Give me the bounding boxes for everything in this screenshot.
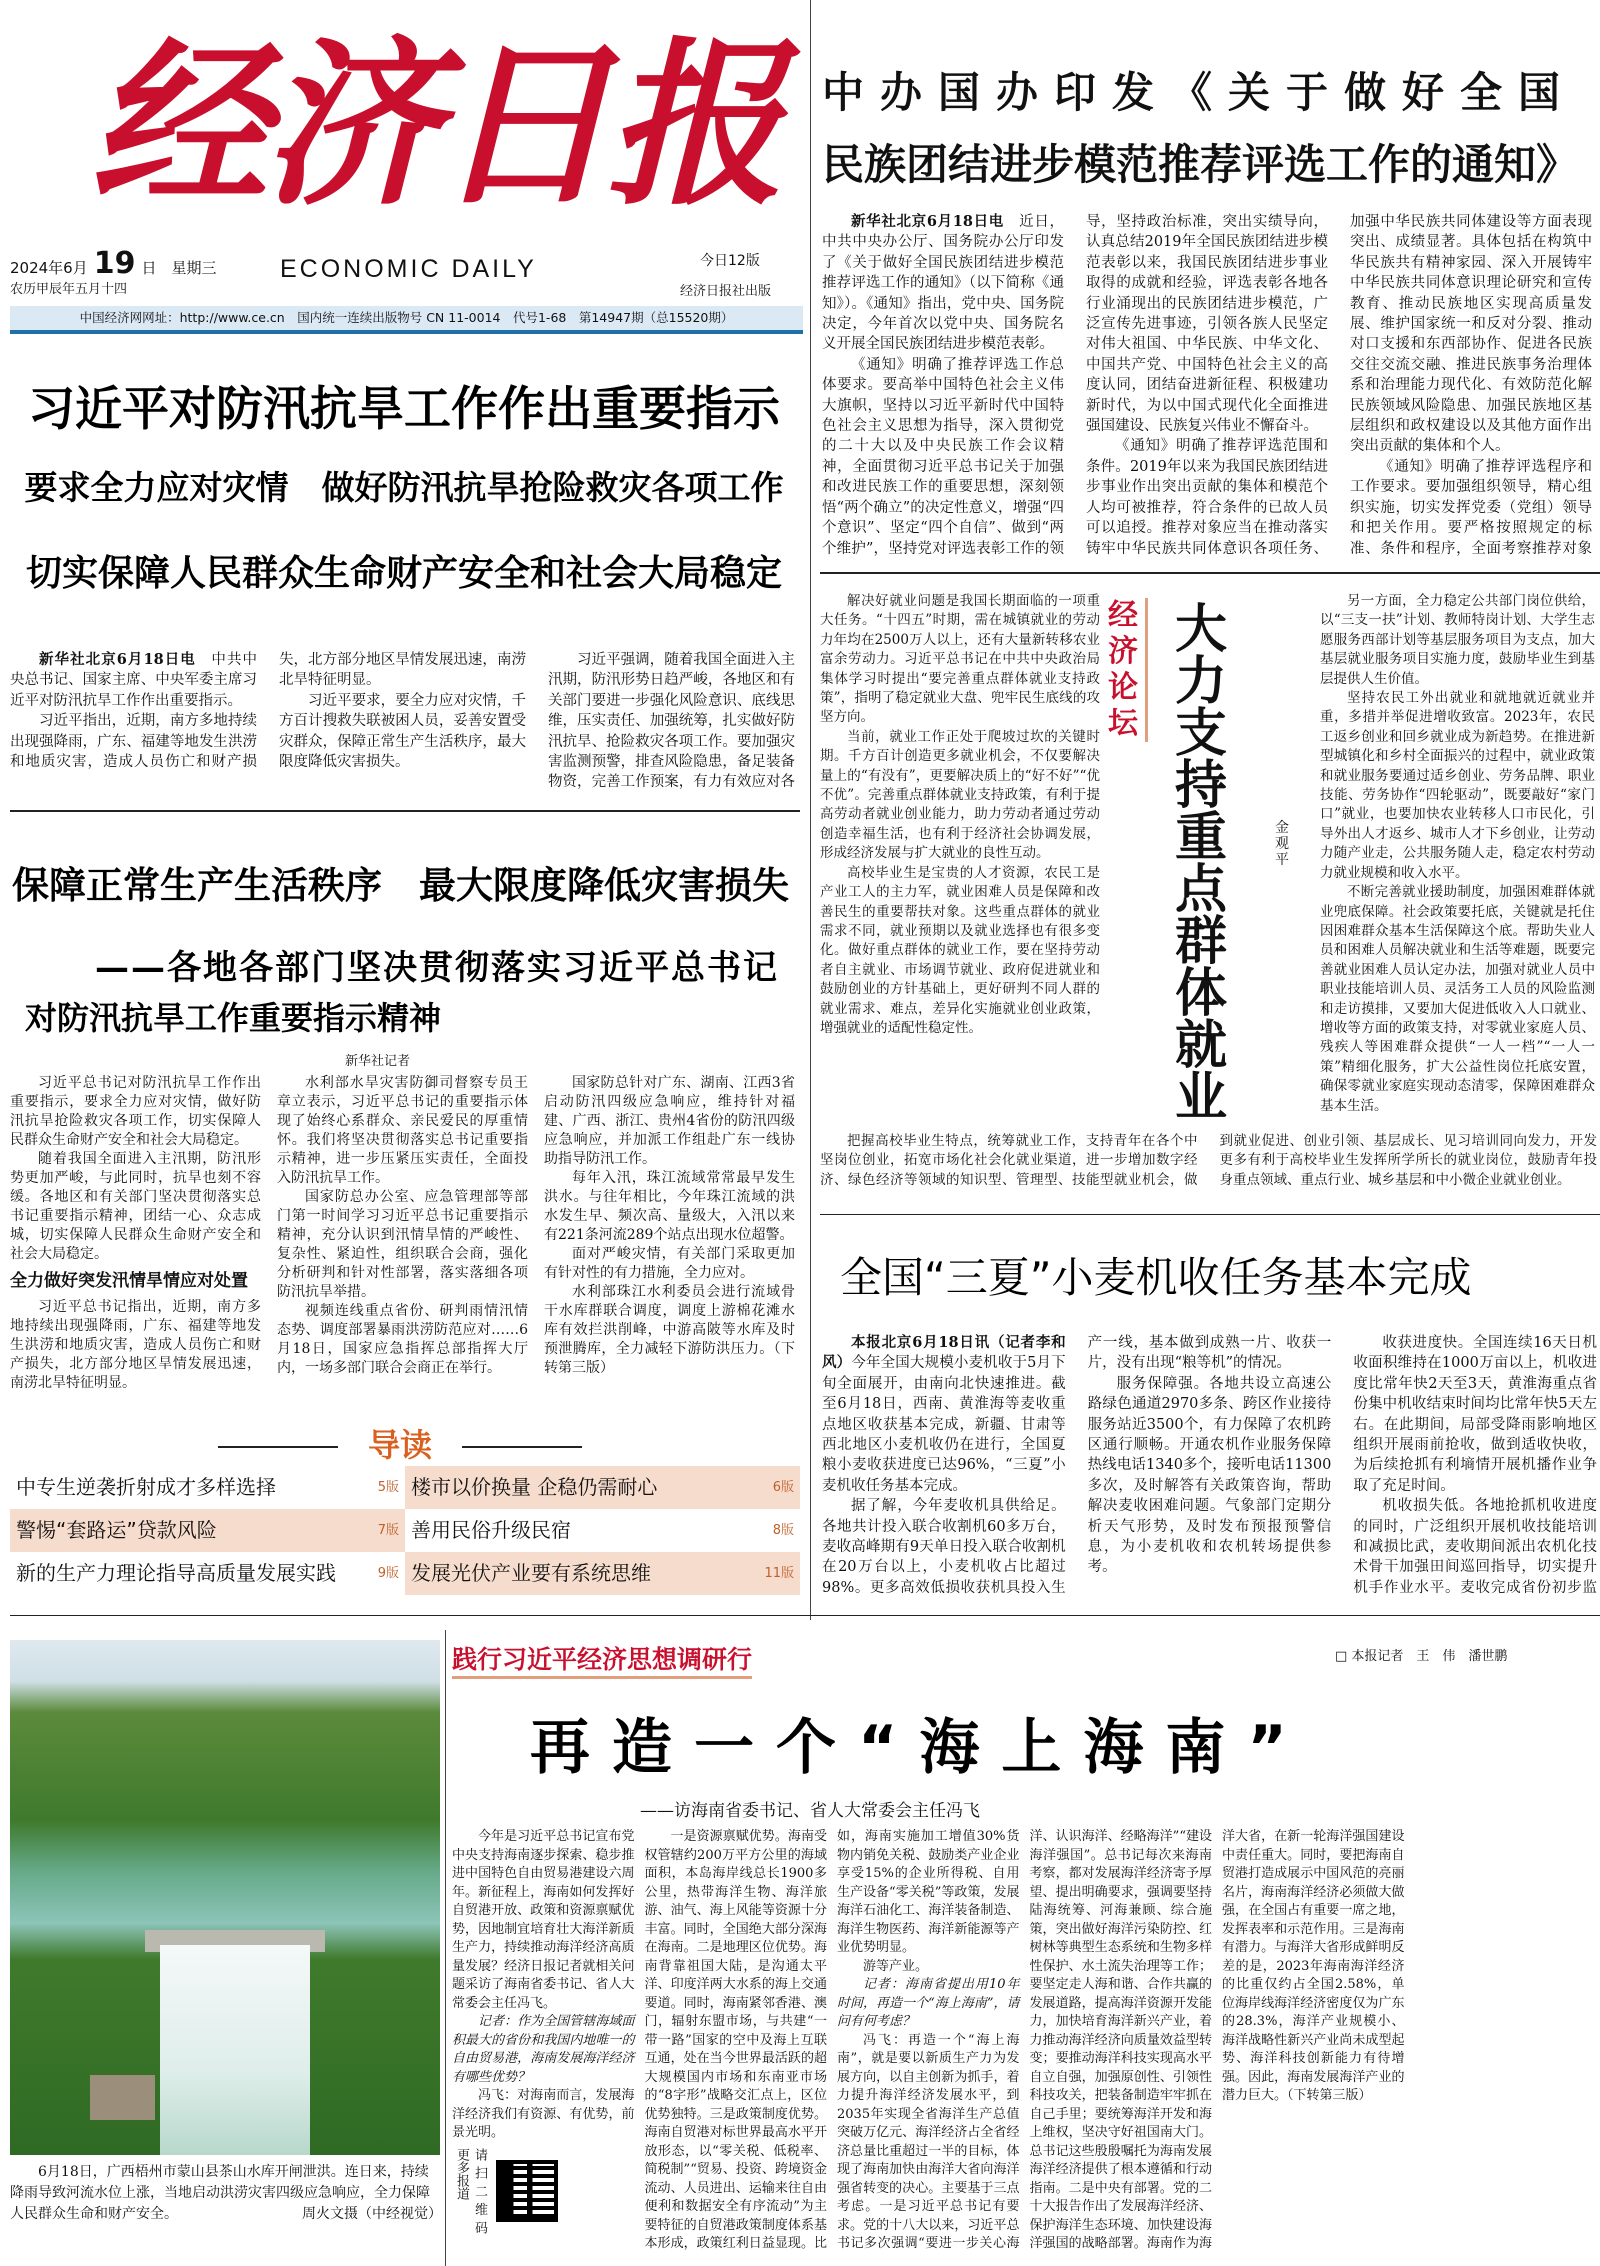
paragraph: 中共中央总书记、国家主席、中央军委主席习近平对防汛抗旱工作作出重要指示。	[10, 652, 258, 709]
continued-note[interactable]: （下转第三版）	[544, 1341, 795, 1376]
paragraph: 每年入汛，珠江流域常常最早发生洪水。与往年相比，今年珠江流域的洪水发生早、频次高、量级大，入汛以来有221条河流289个站点出现水位超警。	[544, 1170, 795, 1243]
paragraph: 今年是习近平总书记宣布党中央支持海南逐步探索、稳步推进中国特色自由贸易港建设六周年。新征程上，海南如何发挥好自贸港开放、政策和资源禀赋优势，因地制宜培育壮大海洋新质生产力，持续推动海洋经济高质量发展？经济日报记者就相关问题采访了海南省委书记、省人大常委会主任冯飞。	[452, 1829, 635, 2011]
paragraph: 解决好就业问题是我国长期面临的一项重大任务。“十四五”时期，需在城镇就业的劳动力年均在2500万人以上，还有大量新转移农业富余劳动力。习近平总书记在中共中央政治局集体学习时提出“要完善重点群体就业支持政策”，指明了稳定就业大盘、兜牢民生底线的攻坚方向。	[820, 593, 1100, 726]
guide-item-page: 6版	[772, 1480, 794, 1495]
continued-note[interactable]: （下转第三版）	[1287, 2088, 1372, 2103]
publisher: 经济日报社出版	[680, 284, 772, 299]
column-divider	[810, 0, 811, 1620]
column-divider	[445, 1630, 446, 2266]
hainan-article-body	[452, 1828, 1597, 2262]
paragraph: 坚持农民工外出就业和就地就近就业并重，多措并举促进增收致富。2023年，农民工返乡创业和回乡就业成为新趋势。在推进新型城镇化和乡村全面振兴的过程中，就业政策和就业服务要通过适乡创业、劳务品牌、职业技能、劳务协作“四轮驱动”，既要敲好“家门口”就业，也要加快农业转移人口市民化，引导外出人才返乡、城市人才下乡创业，让劳动力随产业走，公共服务随人走，稳定农村劳动力就业规模和收入水平。	[1320, 690, 1595, 881]
guide-item-page: 5版	[377, 1480, 399, 1495]
guide-item[interactable]	[405, 1552, 800, 1595]
paragraph: 冯飞：再造一个“海上海南”，就是要以新质生产力为发展方向，以自主创新为抓手，着力提升海洋经济发展水平，到2035年实现全省海洋生产总值突破万亿元、海洋经济占全省经济总量比重超过一半的目标，体现了海南加快由海洋大省向海洋强省转变的决心。主要基于三点考虑。一是习近平总书记有要求。党的十八大以来，习近平总书记多次强调“要进一步关心海洋、认识海洋、经略海洋”“建设海洋强国”。总书记每次来海南考察，都对发展海洋经济寄予厚望、提出明确要求，强调要坚持陆海统筹、河海兼顾、综合施策，突出做好海洋污染防控、红树林等典型生态系统和生物多样性保护、水土流失治理等工作；要坚定走人海和谐、合作共赢的发展道路，提高海洋资源开发能力，加快培育海洋新兴产业，着力推动海洋经济向质量效益型转变；要推动海洋科技实现高水平自立自强，加强原创性、引领性科技攻关，把装备制造牢牢抓在自己手里；要统筹海洋开发和海上维权，坚决守好祖国南大门。总书记这些殷殷嘱托为海南发展海洋经济提供了根本遵循和行动指南。二是中央有部署。党的二十大报告作出了发展海洋经济、保护海洋生态环境、加快建设海洋强国的战略部署。海南作为海洋大省，在新一轮海洋强国建设中责任重大。同时，要把海南自贸港打造成展示中国风范的亮丽名片，海南海洋经济必须做大做强，在全国占有重要一席之地，发挥表率和示范作用。三是海南有潜力。与海洋大省形成鲜明反差的是，2023年海南海洋经济的比重仅约占全国2.58%，单位海岸线海洋经济密度仅为广东的28.3%，海洋产业规模小、海洋战略性新兴产业尚未成型起势、海洋科技创新能力有待增强。因此，海南发展海洋产业的潜力巨大。（下转第三版）	[837, 1829, 1405, 2251]
paragraph: 冯飞：对海南而言，发展海洋经济我们有资源、有优势，前景光明。	[452, 2088, 635, 2140]
paragraph: 记者：海南省提出用10年时间，再造一个“海上海南”，请问有何考虑？	[837, 1977, 1020, 2029]
hainan-headline[interactable]: 再造一个“海上海南”	[530, 1713, 1309, 1783]
guide-item[interactable]	[405, 1466, 800, 1509]
second-subheadline-2: 对防汛抗旱工作重要指示精神	[25, 999, 442, 1037]
commentary-column-tag: 经济论坛	[1108, 598, 1148, 742]
guide-item[interactable]	[10, 1509, 405, 1552]
paragraph: 视频连线重点省份、研判雨情汛情态势、调度部署暴雨洪涝防范应对……6月18日，国家应急指挥总部指挥大厅内，一场多部门联合会商正在举行。	[277, 1303, 528, 1376]
section-divider	[10, 1615, 1600, 1616]
date-day: 19	[93, 246, 136, 281]
qr-code-icon[interactable]	[496, 2160, 558, 2222]
date-suffix: 日 星期三	[141, 259, 217, 277]
date-prefix: 2024年6月	[10, 259, 88, 277]
guide-item-label: 中专生逆袭折射成才多样选择	[16, 1475, 276, 1499]
info-bar: 中国经济网网址：http://www.ce.cn 国内统一连续出版物号 CN 11-0014 代号1-68 第14947期（总15520期）	[10, 306, 803, 334]
guide-item-label: 新的生产力理论指导高质量发展实践	[16, 1561, 336, 1585]
paragraph: 据了解，今年麦收机具供给足。各地共计投入联合收割机60多万台，麦收高峰期有9天单日投入联合收割机在20万台以上，小麦机收占比超过98%。更多高效低损收获机具投入生产一线，基本做到成熟一片、收获一片，没有出现“粮等机”的情况。	[822, 1335, 1332, 1596]
guide-item-page: 9版	[377, 1566, 399, 1581]
notice-headline-line-1[interactable]: 中办国办印发《关于做好全国	[822, 68, 1577, 117]
photo-caption	[10, 2162, 442, 2225]
guide-item-label: 警惕“套路运”贷款风险	[16, 1518, 217, 1542]
wheat-article-body	[822, 1333, 1597, 1613]
dateline: 本报北京6月18日讯（记者李和风）	[822, 1334, 1066, 1372]
dateline: 新华社北京6月18日电	[851, 213, 1004, 230]
paragraph: 收获进度快。全国连续16天日机收面积维持在1000万亩以上，机收进度比常年快2天至3天，黄淮海重点省份集中机收结束时间均比常年快5天左右。在此期间，局部受降雨影响地区组织开展雨前抢收，做到适收快收，为后续抢抓有利墒情开展机播作业争取了充足时间。	[1353, 1335, 1597, 1494]
commentary-headline[interactable]: 大力支持重点群体就业	[1175, 600, 1228, 1128]
commentary-body-right	[1320, 592, 1595, 1125]
second-article-body	[10, 1074, 795, 1410]
guide-item-label: 发展光伏产业要有系统思维	[411, 1561, 651, 1585]
paragraph: 服务保障强。各地共设立高速公路绿色通道2970多条、跨区作业接待服务站近3500个，有力保障了农机跨区通行顺畅。开通农机作业服务保障热线电话1340多个，接听电话11300多次，及时解答有关政策咨询，帮助解决麦收困难问题。气象部门定期分析天气形势，及时发布预报预警信息，为小麦机收和农机转场提供参考。	[1087, 1375, 1332, 1576]
paragraph: 水利部水旱灾害防御司督察专员王章立表示，习近平总书记的重要指示体现了始终心系群众、亲民爱民的厚重情怀。我们将坚决贯彻落实总书记重要指示精神，进一步压紧压实责任，全面投入防汛抗旱工作。	[277, 1075, 528, 1186]
paragraph: 水利部珠江水利委员会进行流域骨干水库群联合调度，调度上游棉花滩水库有效拦洪削峰，中游高陂等水库及时预泄腾库，全力减轻下游防洪压力。（下转第三版）	[544, 1284, 795, 1376]
issue-date	[10, 246, 216, 281]
paragraph: 习近平总书记对防汛抗旱工作作出重要指示，要求全力应对灾情，做好防汛抗旱抢险救灾各项工作，切实保障人民群众生命财产安全和社会大局稳定。	[10, 1075, 261, 1148]
lead-headline-line-1[interactable]: 习近平对防汛抗旱工作作出重要指示	[28, 382, 780, 437]
paragraph: 习近平强调，随着我国全面进入主汛期，防汛形势日趋严峻，各地区和有关部门要进一步强化风险意识、底线思维，压实责任、加强统筹，扎实做好防汛抗旱、抢险救灾各项工作。要加强灾害监测预警，排查风险隐患，备足装备物资，完善工作预案，有力有效应对各	[548, 652, 795, 791]
paragraph: 高校毕业生是宝贵的人才资源，农民工是产业工人的主力军，就业困难人员是保障和改善民生的重要帮扶对象。这些重点群体的就业需求不同，就业预期以及就业选择也有很多变化。做好重点群体的就业工作，要在坚持劳动者自主就业、市场调节就业、政府促进就业和鼓励创业的方针基础上，更好研判不同人群的就业需求、难点，差异化实施就业创业政策，增强就业的适配性稳定性。	[820, 864, 1100, 1036]
guide-item-label: 善用民俗升级民宿	[411, 1518, 571, 1542]
photo-credit: 周火文摄（中经视觉）	[302, 2206, 442, 2222]
section-divider	[820, 1214, 1600, 1215]
section-heading: 全力做好突发汛情旱情应对处置	[10, 1271, 248, 1291]
news-photo-reservoir-spillway[interactable]	[10, 1640, 440, 2155]
paragraph: 近日，中共中央办公厅、国务院办公厅印发了《关于做好全国民族团结进步模范推荐评选工作的通知》（以下简称《通知》）。《通知》指出，党中央、国务院决定，今年首次以党中央、国务院名义开展全国民族团结进步模范表彰。	[822, 214, 1064, 353]
second-headline[interactable]: 保障正常生产生活秩序 最大限度降低灾害损失	[12, 864, 789, 907]
commentary-body-left	[820, 592, 1100, 1125]
building	[90, 2075, 155, 2120]
paragraph: 一是资源禀赋优势。海南受权管辖约200万平方公里的海域面积，本岛海岸线总长1900多公里，热带海洋生物、海洋旅游、油气、海上风能等资源十分丰富。同时，全国绝大部分深海在海南。二是地理区位优势。海南背靠祖国大陆，是沟通太平洋、印度洋两大水系的海上交通要道。同时，海南紧邻香港、澳门，辐射东盟市场，与共建“一带一路”国家的空中及海上互联互通，处在当今世界最活跃的超大规模国内市场和东南亚市场的“8字形”战略交汇点上，区位优势独特。三是政策制度优势。海南自贸港对标世界最高水平开放形态，以“零关税、低税率、简税制”“贸易、投资、跨境资金流动、人员进出、运输来往自由便利和数据安全有序流动”为主要特征的自贸港政策制度体系基本形成，政策红利日益显现。比如，海南实施加工增值30%货物内销免关税、鼓励类产业企业享受15%的企业所得税、自用生产设备“零关税”等政策，发展海洋石油化工、海洋装备制造、海洋生物医药、海洋新能源等产业优势明显。	[644, 1829, 1020, 2251]
paragraph: 《通知》明确了推荐评选程序和工作要求。要加强组织领导，精心组织实施，切实发挥党委（党组）领导和把关作用。要严格按照规定的标准、条件和程序，全面考察推荐对象	[1350, 458, 1592, 557]
byline: □ 本报记者 王 伟 潘世鹏	[1335, 1649, 1508, 1664]
paragraph: 《通知》明确了推荐评选工作总体要求。要高举中国特色社会主义伟大旗帜，坚持以习近平新时代中国特色社会主义思想为指导，深入贯彻党的二十大以及中央民族工作会议精神，全面贯彻习近平总书记关于加强和改进民族工作的重要思想，深刻领悟“两个确立”的决定性意义，增强“四个意识”、坚定“四个自信”、做到“两个维护”，坚持党对评选表彰工作的领导，坚持政治标准，突出实绩导向，认真总结2019年全国民族团结进步模范表彰以来，我国民族团结进步事业取得的成就和经验，评选表彰各地各行业涌现出的民族团结进步模范，广泛宣传先进事迹，引领各族人民坚定对伟大祖国、中华民族、中华文化、中国共产党、中国特色社会主义的高度认同，团结奋进新征程、积极建功新时代，为以中国式现代化全面推进强国建设、民族复兴伟业不懈奋斗。	[822, 214, 1328, 557]
paragraph: 《通知》明确了推荐评选范围和条件。2019年以来为我国民族团结进步事业作出突出贡献的集体和模范个人均可被推荐，符合条件的已故人员可以追授。推荐对象应当在推动落实铸牢中华民族共同体意识各项任务、加强中华民族共同体建设等方面表现突出、成绩显著。具体包括在构筑中华民族共有精神家园、深入开展铸牢中华民族共同体意识理论研究和宣传教育、推动民族地区实现高质量发展、维护国家统一和反对分裂、推动对口支援和东西部协作、促进各民族交往交流交融、推进民族事务治理体系和治理能力现代化、有效防范化解民族领域风险隐患、加强民族地区基层组织和政权建设以及其他方面作出突出贡献的集体和个人。	[1086, 214, 1592, 557]
commentary-author: 金观平	[1275, 820, 1289, 868]
paragraph: 不断完善就业援助制度，加强困难群体就业兜底保障。社会政策要托底，关键就是托住因困难群众基本生活保障这个底。帮助失业人员和困难人员解决就业和生活等难题，既要完善就业困难人员认定办法，加强对就业人员中职业技能培训人员、灵活务工人员的风险监测和走访摸排，又要加大促进低收入人口就业、增收等方面的政策支持，对零就业家庭人员、残疾人等困难群众提供“一人一档”“一人一策”精细化服务，扩大公益性岗位托底安置，确保零就业家庭实现动态清零，保障困难群众基本生活。	[1320, 884, 1595, 1114]
section-divider	[10, 810, 800, 812]
lead-article-body	[10, 650, 795, 795]
caption-text: 6月18日，广西梧州市蒙山县茶山水库开闸泄洪。连日来，持续降雨导致河流水位上涨，当地启动洪涝灾害四级应急响应，全力保障人民群众生命和财产安全。	[10, 2164, 430, 2222]
guide-item[interactable]	[405, 1509, 800, 1552]
paragraph: 习近平要求，要全力应对灾情，千方百计搜救失联被困人员，妥善安置受灾群众，保障正常生产生活秩序，最大限度降低灾害损失。	[279, 692, 526, 771]
guide-item-page: 11版	[764, 1566, 794, 1581]
qr-prompt: 请扫二维码 更多报道	[454, 2147, 487, 2247]
notice-headline-line-2[interactable]: 民族团结进步模范推荐评选工作的通知》	[822, 140, 1579, 189]
paragraph: 习近平指出，近期，南方多地持续出现强降雨，广东、福建等地发生洪涝和地质灾害，造成人员伤亡和财产损失，北方部分地区旱情发展迅速，南涝北旱特征明显。	[10, 652, 526, 771]
guide-title: 导读	[0, 1420, 800, 1466]
guide-item-page: 7版	[377, 1523, 399, 1538]
lunar-date: 农历甲辰年五月十四	[10, 282, 128, 297]
paragraph: 国家防总办公室、应急管理部等部门第一时间学习习近平总书记重要指示精神，充分认识到汛情旱情的严峻性、复杂性、紧迫性，组织联合会商，强化分析研判和针对性部署，落实落细各项防汛抗旱举措。	[277, 1189, 528, 1300]
hainan-subheadline: ——访海南省委书记、省人大常委会主任冯飞	[640, 1801, 980, 1821]
hainan-column-tag: 践行习近平经济思想调研行	[452, 1640, 752, 1679]
second-subheadline-1: ——各地各部门坚决贯彻落实习近平总书记	[95, 948, 779, 988]
section-divider	[820, 572, 1600, 574]
notice-article-body	[822, 212, 1592, 564]
commentary-body-bottom	[820, 1132, 1597, 1208]
guide-item-label: 楼市以价换量 企稳仍需耐心	[411, 1475, 658, 1499]
paragraph: 另一方面，全力稳定公共部门岗位供给，以“三支一扶”计划、教师特岗计划、大学生志愿服务西部计划等基层服务项目为支点，加大基层就业服务项目实施力度，鼓励毕业生到基层提供人生价值。	[1320, 593, 1595, 687]
qr-code-block[interactable]	[452, 2145, 635, 2247]
paragraph: 面对严峻灾情，有关部门采取更加有针对性的有力措施，全力应对。	[544, 1246, 795, 1281]
byline: 新华社记者	[345, 1054, 411, 1069]
guide-item-page: 8版	[772, 1523, 794, 1538]
lead-headline-line-3[interactable]: 切实保障人民群众生命财产安全和社会大局稳定	[25, 553, 782, 594]
paragraph: 游等产业。	[863, 1958, 929, 1974]
paragraph: 国家防总针对广东、湖南、江西3省启动防汛四级应急响应，维持针对福建、广西、浙江、贵州4省份的防汛四级应急响应，并加派工作组赴广东一线协助指导防汛工作。	[544, 1075, 795, 1167]
page-count: 今日12版	[700, 253, 760, 269]
paragraph: 把握高校毕业生特点，统筹就业工作，支持青年在各个中坚岗位创业，拓宽市场化社会化就业渠道，进一步增加数字经济、绿色经济等领域的知识型、管理型、技能型就业机会，做到就业促进、创业引领、基层成长、见习培训同向发力，开发更多有利于高校毕业生发挥所学所长的就业岗位，鼓励青年投身重点领域、重点行业、城乡基层和中小微企业就业创业。	[820, 1133, 1597, 1188]
dateline: 新华社北京6月18日电	[39, 651, 196, 668]
lead-headline-line-2[interactable]: 要求全力应对灾情 做好防汛抗旱抢险救灾各项工作	[24, 468, 784, 507]
masthead-logo: 经济日报	[90, 20, 778, 229]
spillway-water	[160, 1945, 310, 2155]
paragraph: 记者：作为全国管辖海域面积最大的省份和我国内地唯一的自由贸易港，海南发展海洋经济有哪些优势？	[452, 2014, 635, 2085]
paragraph: 当前，就业工作正处于爬坡过坎的关键时期。千方百计创造更多就业机会，不仅要解决量上的“有没有”，更要解决质上的“好不好”“优不优”。完善重点群体就业支持政策，有利于提高劳动者就业创业能力，助力劳动者通过劳动创造幸福生活，也有利于经济社会协调发展，形成经济发展与扩大就业的良性互动。	[820, 728, 1100, 862]
paragraph: 习近平总书记指出，近期，南方多地持续出现强降雨，广东、福建等地发生洪涝和地质灾害，造成人员伤亡和财产损失，北方部分地区旱情发展迅速，南涝北旱特征明显。	[10, 1299, 261, 1391]
guide-item[interactable]	[10, 1552, 405, 1595]
english-title: ECONOMIC DAILY	[280, 255, 537, 283]
paragraph: 机收损失低。各地抢抓机收进度的同时，广泛组织开展机收技能培训和减损比武，麦收期间派出农机化技术骨干加强田间巡回指导，切实提升机手作业水平。麦收完成省份初步监	[1353, 1498, 1597, 1596]
paragraph: 今年全国大规模小麦机收于5月下旬全面展开，由南向北快速推进。截至6月18日，西南、黄淮海等麦收重点地区收获基本完成，新疆、甘肃等西北地区小麦机收仍在进行，全国夏粮小麦收获进度已达96%，“三夏”小麦机收任务基本完成。	[822, 1355, 1066, 1494]
paragraph: 随着我国全面进入主汛期，防汛形势更加严峻，与此同时，抗旱也刻不容缓。各地区和有关部门坚决贯彻落实总书记重要指示精神，团结一心、众志成城，切实保障人民群众生命财产安全和社会大局稳定。	[10, 1151, 261, 1262]
wheat-headline[interactable]: 全国“三夏”小麦机收任务基本完成	[840, 1253, 1472, 1302]
guide-item[interactable]	[10, 1466, 405, 1509]
